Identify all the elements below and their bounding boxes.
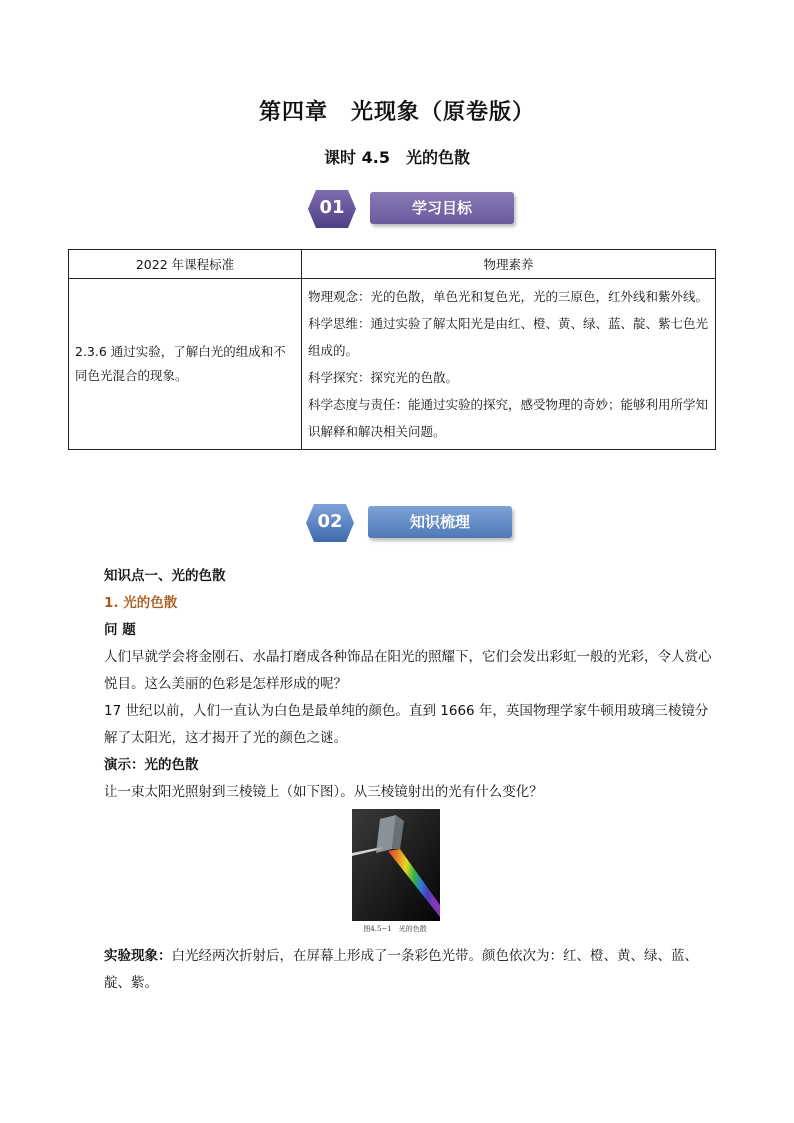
literacy-item: 科学思维：通过实验了解太阳光是由红、橙、黄、绿、蓝、靛、紫七色光组成的。 [308, 316, 709, 358]
literacy-cell [302, 279, 716, 450]
section-label-bar [370, 192, 514, 224]
section-label-bar [368, 506, 512, 538]
table-header: 物理素养 [302, 250, 716, 279]
paragraph: 17 世纪以前，人们一直认为白色是最单纯的颜色。直到 1666 年，英国物理学家牛顿用玻璃三棱镜分解了太阳光，这才揭开了光的颜色之谜。 [104, 703, 709, 746]
literacy-item: 物理观念：光的色散，单色光和复色光，光的三原色，红外线和紫外线。 [308, 289, 709, 304]
standards-table [68, 249, 716, 450]
section-number: 02 [317, 511, 343, 532]
prism-dispersion-image [352, 809, 440, 921]
section-number: 01 [319, 197, 345, 218]
paragraph: 让一束太阳光照射到三棱镜上（如下图）。从三棱镜射出的光有什么变化？ [104, 784, 543, 800]
paragraph: 人们早就学会将金刚石、水晶打磨成各种饰品在阳光的照耀下，它们会发出彩虹一般的光彩，令人赏心悦目。这么美丽的色彩是怎样形成的呢？ [104, 649, 712, 692]
demo-label: 演示：光的色散 [104, 757, 199, 773]
content-body [104, 563, 716, 806]
page-subtitle: 课时 4.5 光的色散 [324, 148, 470, 167]
knowledge-point-heading: 知识点一、光的色散 [104, 568, 226, 584]
literacy-item: 科学态度与责任：能通过实验的探究，感受物理的奇妙；能够利用所学知识解释和解决相关问题。 [308, 397, 709, 439]
table-row [69, 279, 716, 450]
page-title: 第四章 光现象（原卷版） [258, 100, 535, 125]
question-label: 问 题 [104, 622, 136, 638]
paragraph [104, 943, 716, 997]
phenomenon-block [104, 943, 716, 997]
literacy-item: 科学探究：探究光的色散。 [308, 370, 459, 385]
standard-cell: 2.3.6 通过实验，了解白光的组成和不同色光混合的现象。 [69, 279, 302, 450]
section-badge-goals [306, 188, 516, 230]
figure-caption: 图4.5−1 光的色散 [363, 925, 427, 933]
table-header: 2022 年课程标准 [69, 250, 302, 279]
section-badge-knowledge [304, 502, 514, 544]
table-header-row [69, 250, 716, 279]
phenomenon-text: 白光经两次折射后，在屏幕上形成了一条彩色光带。颜色依次为：红、橙、黄、绿、蓝、靛、紫。 [104, 948, 698, 991]
phenomenon-label: 实验现象： [104, 948, 172, 964]
subsection-heading: 1. 光的色散 [104, 595, 178, 611]
section-label: 知识梳理 [409, 513, 470, 531]
section-label: 学习目标 [411, 199, 472, 217]
